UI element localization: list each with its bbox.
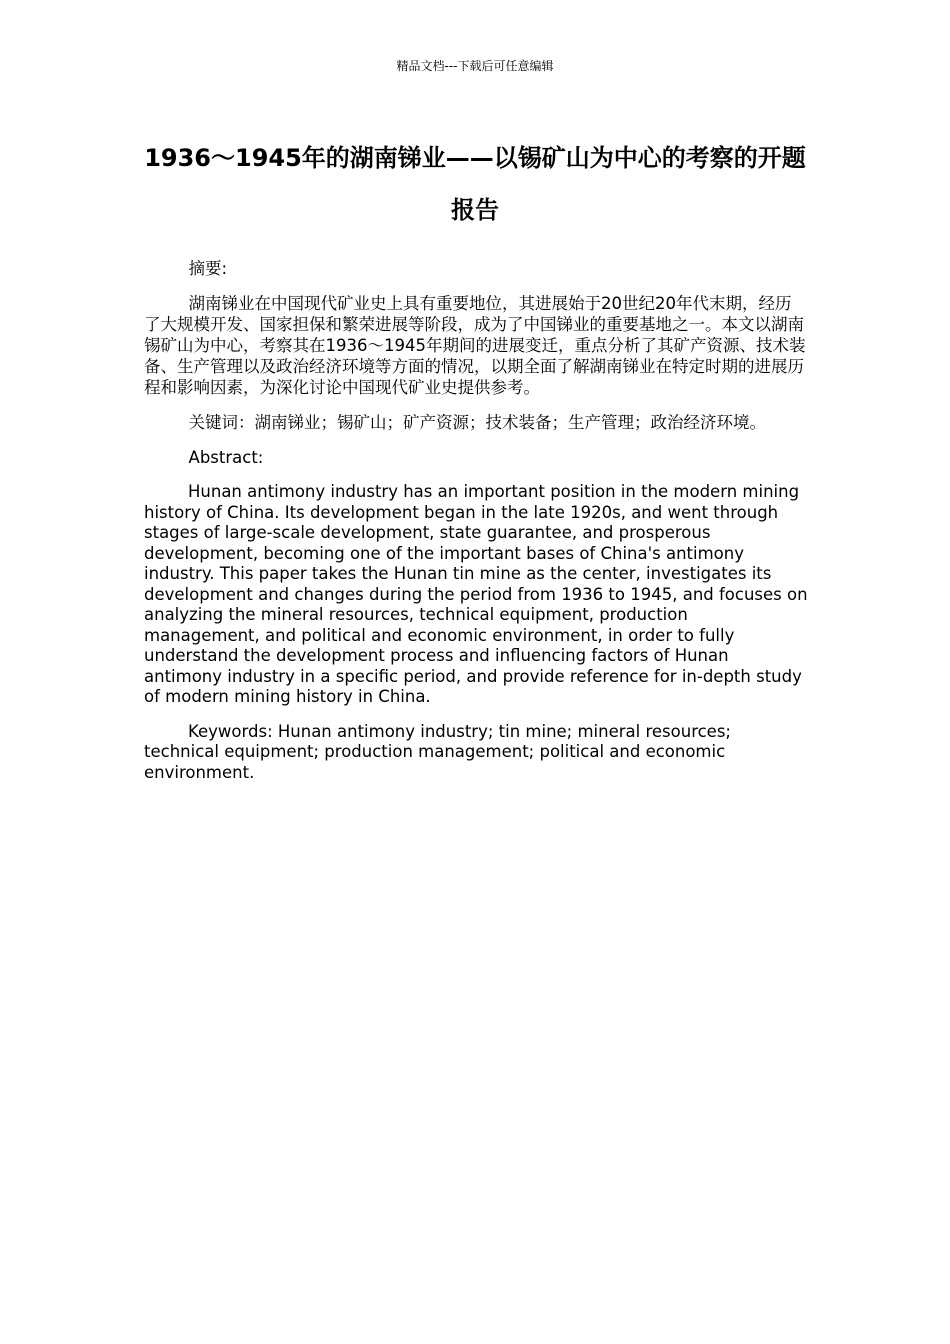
document-title: 1936～1945年的湖南锑业——以锡矿山为中心的考察的开题报告: [144, 144, 806, 224]
keywords-en: Keywords: Hunan antimony industry; tin mine; mineral resources; technical equipment; production management; political and economic environment.: [144, 721, 731, 782]
abstract-en-label: Abstract:: [188, 448, 264, 467]
abstract-en-text: Hunan antimony industry has an important position in the modern mining history of China. Its development began in the late 1920s, and went through stages of large-scale development, state guarantee, and prosperous development, becoming one of the important bases of China's antimony industry. This paper takes the Hunan tin mine as the center, investigates its development and changes during the period from 1936 to 1945, and focuses on analyzing the mineral resources, technical equipment, production management, and political and economic environment, in order to fully understand the development process and influencing factors of Hunan antimony industry in a specific period, and provide reference for in-depth study of modern mining history in China.: [144, 482, 808, 706]
header-note: 精品文档---下载后可任意编辑: [396, 59, 554, 73]
keywords-cn: 关键词：湖南锑业；锡矿山；矿产资源；技术装备；生产管理；政治经济环境。: [188, 413, 767, 432]
document-body: [144, 258, 808, 797]
abstract-cn-text: 湖南锑业在中国现代矿业史上具有重要地位，其进展始于20世纪20年代末期，经历了大规模开发、国家担保和繁荣进展等阶段，成为了中国锑业的重要基地之一。本文以湖南锡矿山为中心，考察其在1936～1945年期间的进展变迁，重点分析了其矿产资源、技术装备、生产管理以及政治经济环境等方面的情况，以期全面了解湖南锑业在特定时期的进展历程和影响因素，为深化讨论中国现代矿业史提供参考。: [144, 294, 806, 397]
abstract-cn-label: 摘要:: [188, 259, 228, 278]
